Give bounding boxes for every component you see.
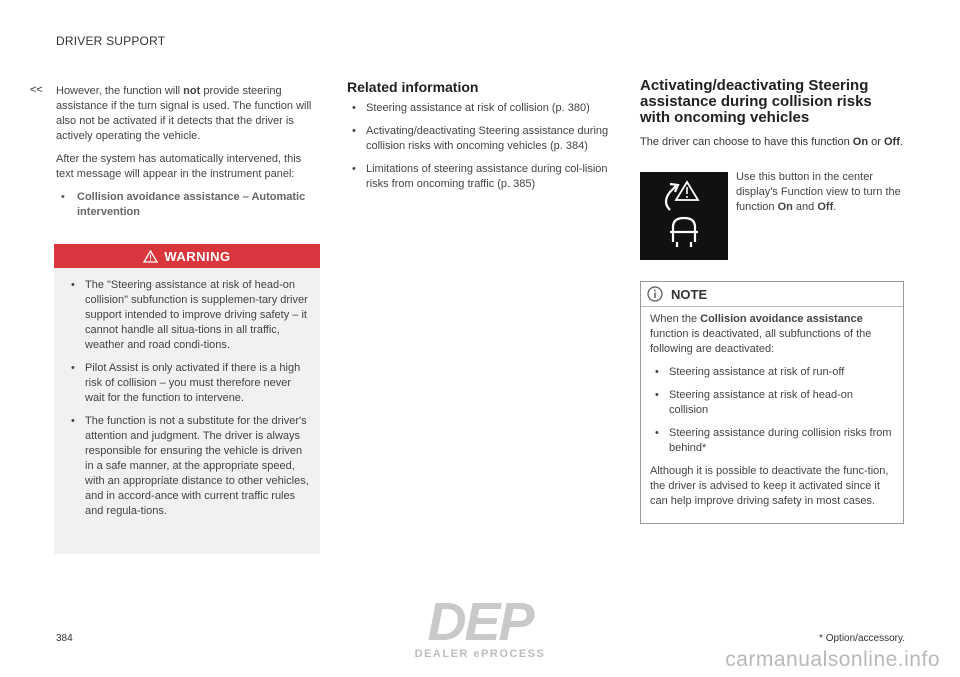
watermark-url: carmanualsonline.info	[725, 648, 940, 671]
message-paragraph: After the system has automatically intervened, this text message will appear in the instrument panel:	[56, 153, 302, 180]
page-number: 384	[56, 633, 73, 644]
activate-intro: The driver can choose to have this function On or Off.	[640, 136, 903, 148]
option-footnote: * Option/accessory.	[819, 633, 905, 644]
activate-title: Activating/deactivating Steering assistance during collision risks with oncoming vehicles	[640, 77, 872, 126]
note-item: • Steering assistance at risk of head-on collision	[655, 389, 854, 416]
continued-mark: <<	[30, 84, 43, 96]
intro-paragraph: However, the function will not provide steering assistance if the turn signal is used. The function will also not be activated if it detects that the driver is actively operating the vehicle.	[56, 85, 312, 142]
related-title: Related information	[347, 79, 479, 95]
column-1	[56, 84, 318, 228]
note-box	[640, 281, 904, 524]
collision-avoidance-icon	[640, 172, 728, 260]
warning-body	[54, 268, 320, 519]
section-header: DRIVER SUPPORT	[56, 34, 166, 48]
note-outro: Although it is possible to deactivate the func-tion, the driver is advised to keep it activated since it can help improve driving safety in most cases.	[650, 465, 889, 507]
function-button-image	[640, 172, 728, 260]
warning-item: • The "Steering assistance at risk of head-on collision" subfunction is supplemen-tary driver support intended to improve driving safety – it cannot handle all situa-tions in all traffic, weather and road condi-tions.	[71, 279, 308, 351]
related-link[interactable]: • Limitations of steering assistance during col-lision risks from oncoming traffic (p. 385)	[352, 163, 608, 190]
note-body	[641, 307, 903, 509]
dealer-eprocess-logo	[395, 592, 565, 662]
warning-box	[54, 244, 320, 554]
column-2	[347, 80, 609, 200]
warning-item: • Pilot Assist is only activated if there is a high risk of collision – you must therefore never wait for the function to intervene.	[71, 362, 301, 404]
info-icon	[647, 286, 663, 302]
logo-tagline: DEALER ePROCESS	[414, 648, 546, 660]
note-intro: When the Collision avoidance assistance function is deactivated, all subfunctions of the following are deactivated:	[650, 313, 872, 355]
note-item: • Steering assistance at risk of run-off	[655, 366, 845, 378]
warning-triangle-icon	[143, 250, 158, 263]
warning-header: WARNING	[54, 244, 320, 268]
button-description: Use this button in the center display's Function view to turn the function On and Off.	[736, 171, 901, 213]
note-item: • Steering assistance during collision risks from behind*	[655, 427, 892, 454]
related-link[interactable]: • Steering assistance at risk of collision (p. 380)	[352, 102, 590, 114]
related-link[interactable]: • Activating/deactivating Steering assistance during collision risks with oncoming vehicles (p. 384)	[352, 125, 609, 152]
warning-item: • The function is not a substitute for the driver's attention and judgment. The driver is always responsible for ensuring the vehicle is driven in a safe manner, at the appropriate speed, with an appropriate distance to other vehicles, and in accord-ance with current traffic rules and regula-tions.	[71, 415, 309, 517]
logo-letters: DEP	[427, 592, 533, 652]
note-header: NOTE	[641, 282, 903, 307]
column-3	[640, 78, 904, 158]
message-bullet: • Collision avoidance assistance – Automatic intervention	[61, 191, 306, 218]
